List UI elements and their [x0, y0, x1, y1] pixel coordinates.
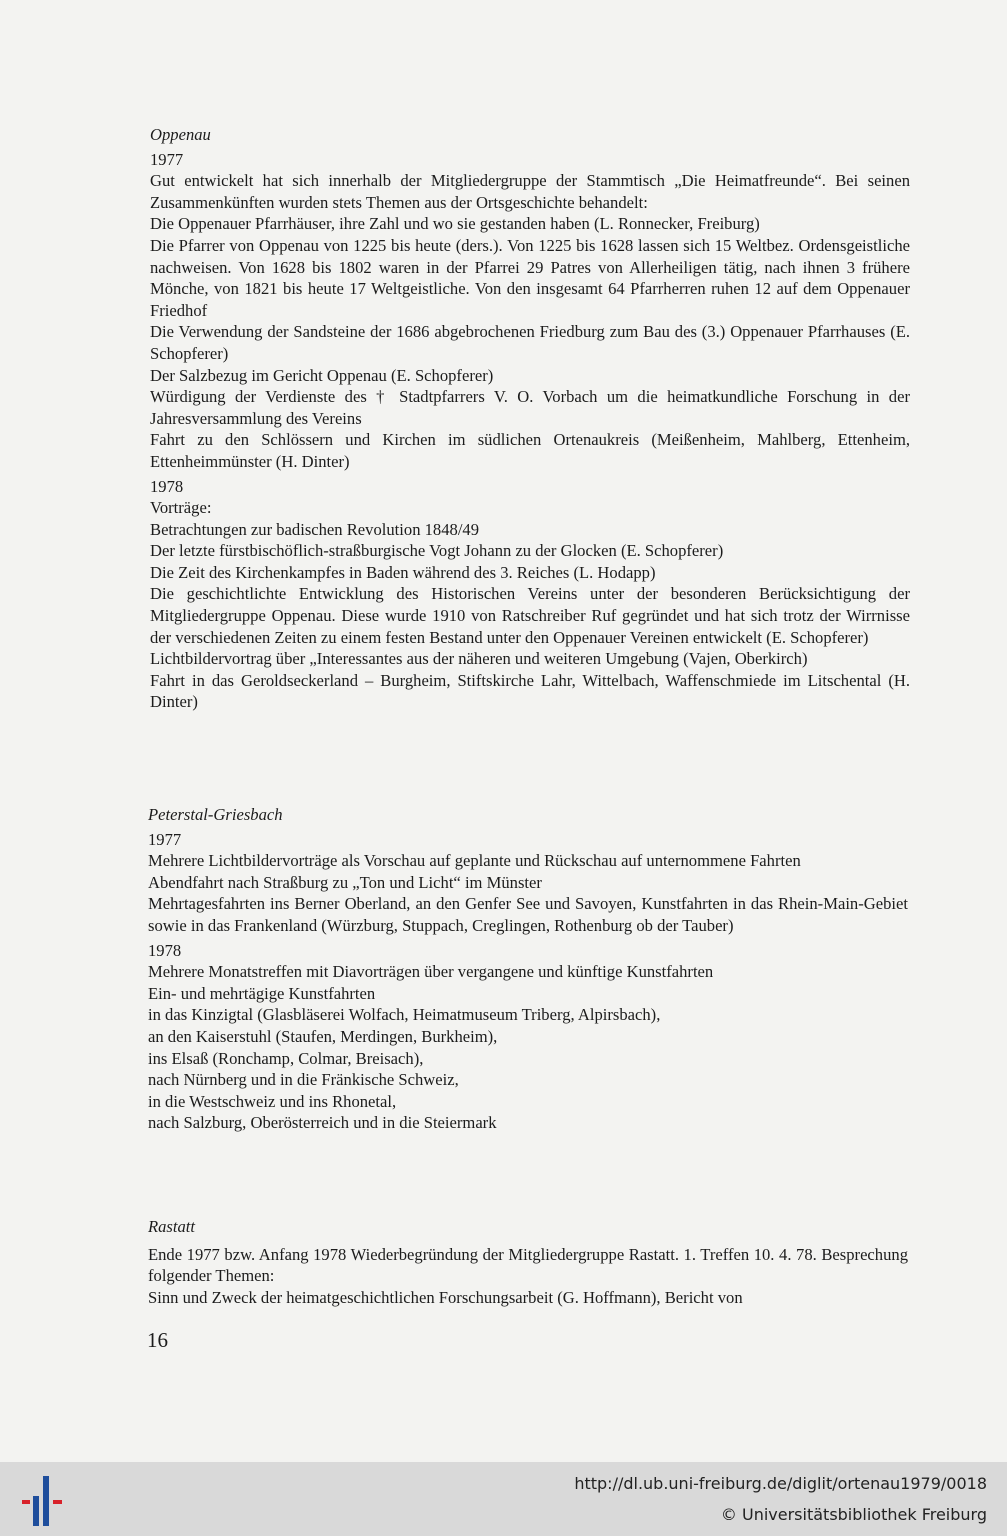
- year-label: 1977: [148, 829, 182, 849]
- paragraph: Fahrt in das Geroldseckerland – Burgheim, Stiftskirche Lahr, Wittelbach, Waffenschmiede im Litschental (H. Dinter): [150, 670, 910, 712]
- paragraph: in die Westschweiz und ins Rhonetal,: [148, 1091, 397, 1111]
- paragraph: Die geschichtlichte Entwicklung des Historischen Vereins unter der besonderen Berücksichtigung der Mitgliedergruppe Oppenau. Diese wurde 1910 von Ratschreiber Ruf gegründet und hat sich trotz der Wirrnisse der verschiedenen Zeiten zu einem festen Bestand unter den Oppenauer Vereinen entwickelt (E. Schopferer): [150, 584, 910, 647]
- paragraph: nach Nürnberg und in die Fränkische Schweiz,: [148, 1070, 459, 1090]
- year-label: 1978: [148, 940, 182, 960]
- paragraph: Ende 1977 bzw. Anfang 1978 Wiederbegründung der Mitgliedergruppe Rastatt. 1. Treffen 10. 4. 78. Besprechung folgender Themen:: [148, 1244, 908, 1286]
- paragraph: Sinn und Zweck der heimatgeschichtlichen Forschungsarbeit (G. Hoffmann), Bericht von: [148, 1287, 743, 1307]
- paragraph: Würdigung der Verdienste des † Stadtpfarrers V. O. Vorbach um die heimatkundliche Forschung in der Jahresversammlung des Vereins: [150, 387, 910, 428]
- paragraph: Mehrere Lichtbildervorträge als Vorschau auf geplante und Rückschau auf unternommene Fahrten: [148, 851, 801, 871]
- paragraph: Fahrt zu den Schlössern und Kirchen im südlichen Ortenaukreis (Meißenheim, Mahlberg, Ettenheim, Ettenheimmünster (H. Dinter): [150, 430, 910, 471]
- paragraph: Betrachtungen zur badischen Revolution 1848/49: [150, 519, 480, 539]
- paragraph: Mehrtagesfahrten ins Berner Oberland, an den Genfer See und Savoyen, Kunstfahrten in das Rhein-Main-Gebiet sowie in das Frankenland (Würzburg, Stuppach, Creglingen, Rothenburg ob der Tauber): [148, 894, 908, 935]
- paragraph: Die Verwendung der Sandsteine der 1686 abgebrochenen Friedburg zum Bau des (3.) Oppenauer Pfarrhauses (E. Schopferer): [150, 322, 910, 363]
- paragraph: Lichtbildervortrag über „Interessantes aus der näheren und weiteren Umgebung (Vajen, Oberkirch): [150, 649, 808, 669]
- paragraph: Abendfahrt nach Straßburg zu „Ton und Licht“ im Münster: [148, 872, 542, 892]
- section-rastatt: [148, 1216, 908, 1308]
- source-url-link[interactable]: http://dl.ub.uni-freiburg.de/diglit/ortenau1979/0018: [574, 1474, 987, 1493]
- year-label: 1978: [150, 476, 184, 496]
- section-peterstal-griesbach: [148, 804, 908, 1134]
- footer-bar: [0, 1462, 1007, 1536]
- paragraph: an den Kaiserstuhl (Staufen, Merdingen, Burkheim),: [148, 1026, 498, 1046]
- section-title: Peterstal-Griesbach: [148, 805, 283, 824]
- paragraph: Ein- und mehrtägige Kunstfahrten: [148, 983, 376, 1003]
- library-logo-icon: [22, 1476, 66, 1526]
- paragraph: Vorträge:: [150, 498, 212, 518]
- section-title: Rastatt: [148, 1217, 196, 1236]
- year-label: 1977: [150, 149, 184, 169]
- paragraph: ins Elsaß (Ronchamp, Colmar, Breisach),: [148, 1048, 424, 1068]
- paragraph: Die Pfarrer von Oppenau von 1225 bis heute (ders.). Von 1225 bis 1628 lassen sich 15 Weltbez. Ordensgeistliche nachweisen. Von 1628 bis 1802 waren in der Pfarrei 29 Patres von Allerheiligen tätig, nach ihnen 3 frühere Mönche, von 1821 bis heute 17 Weltgeistliche. Von den insgesamt 64 Pfarrherren ruhen 12 auf dem Oppenauer Friedhof: [150, 235, 910, 320]
- paragraph: Gut entwickelt hat sich innerhalb der Mitgliedergruppe der Stammtisch „Die Heimatfreunde“. Bei seinen Zusammenkünften wurden stets Themen aus der Ortsgeschichte behandelt:: [150, 171, 910, 212]
- paragraph: Der Salzbezug im Gericht Oppenau (E. Schopferer): [150, 365, 494, 385]
- paragraph: nach Salzburg, Oberösterreich und in die Steiermark: [148, 1113, 497, 1133]
- page-number: 16: [147, 1328, 168, 1352]
- section-title: Oppenau: [150, 125, 211, 144]
- copyright-text: © Universitätsbibliothek Freiburg: [720, 1505, 987, 1524]
- paragraph: in das Kinzigtal (Glasbläserei Wolfach, Heimatmuseum Triberg, Alpirsbach),: [148, 1005, 661, 1025]
- paragraph: Die Zeit des Kirchenkampfes in Baden während des 3. Reiches (L. Hodapp): [150, 562, 656, 582]
- paragraph: Die Oppenauer Pfarrhäuser, ihre Zahl und wo sie gestanden haben (L. Ronnecker, Freiburg): [150, 214, 760, 234]
- section-oppenau: [150, 124, 910, 713]
- paragraph: Der letzte fürstbischöflich-straßburgische Vogt Johann zu der Glocken (E. Schopferer): [150, 541, 724, 561]
- paragraph: Mehrere Monatstreffen mit Diavorträgen über vergangene und künftige Kunstfahrten: [148, 962, 714, 982]
